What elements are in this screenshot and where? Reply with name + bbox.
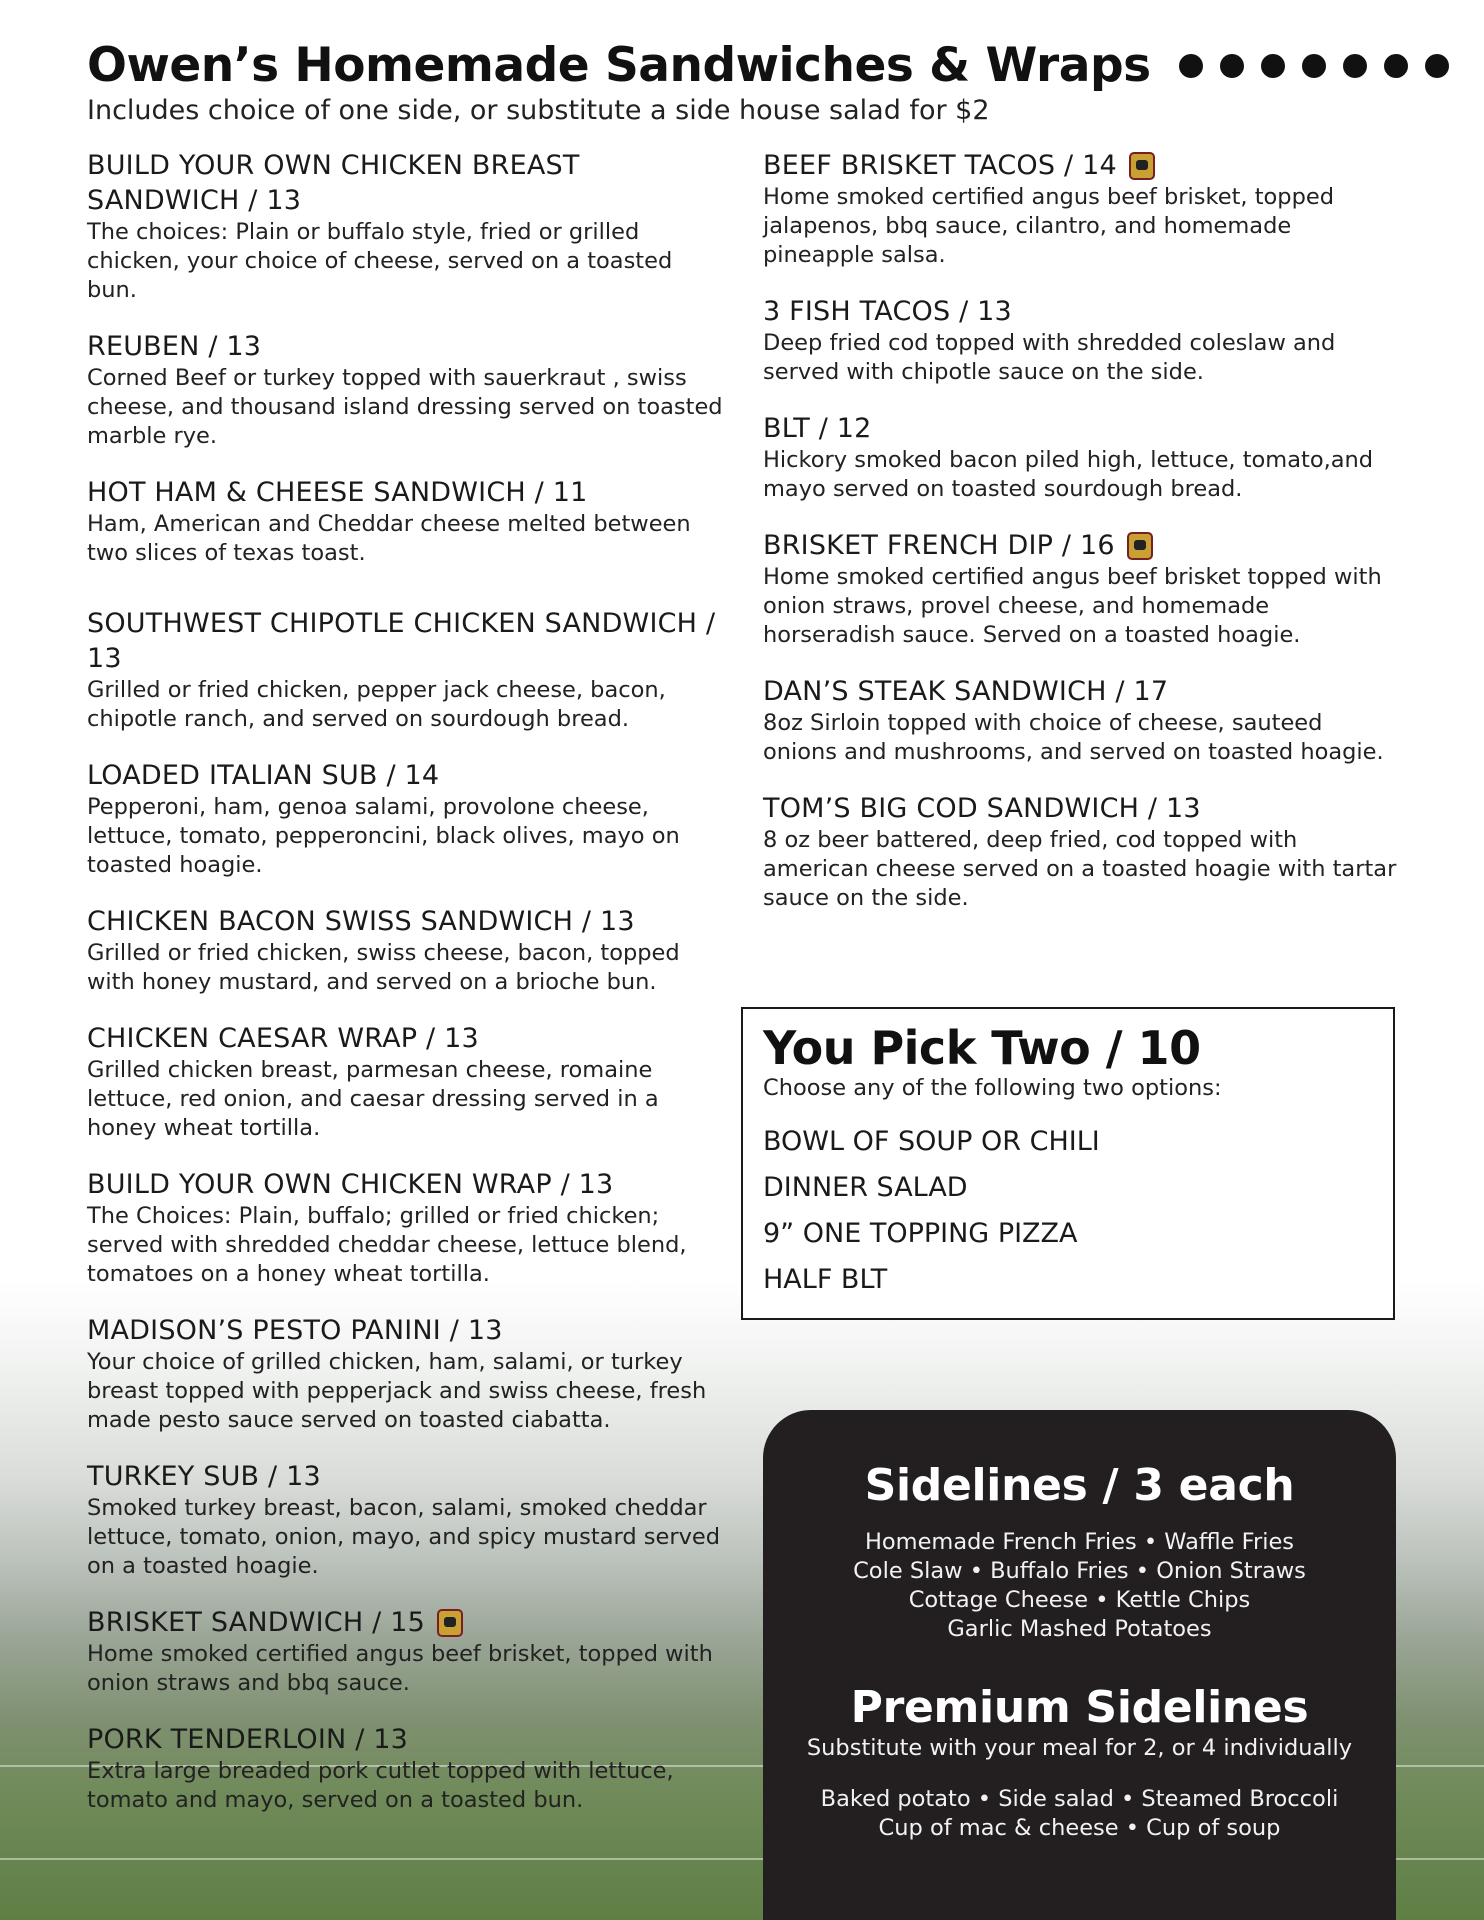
pick-two-box bbox=[741, 1007, 1395, 1320]
page-title-row bbox=[87, 38, 1484, 93]
page-subtitle: Includes choice of one side, or substitute a side house salad for $2 bbox=[87, 95, 990, 126]
item-name-text: TOM’S BIG COD SANDWICH / 13 bbox=[763, 793, 1201, 824]
dot-icon bbox=[1302, 54, 1326, 78]
right-menu-column bbox=[763, 148, 1403, 937]
dot-icon bbox=[1179, 54, 1203, 78]
item-name-text: SOUTHWEST CHIPOTLE CHICKEN SANDWICH / 13 bbox=[87, 608, 716, 674]
menu-item bbox=[763, 791, 1403, 913]
menu-item bbox=[763, 294, 1403, 387]
item-name-text: BRISKET FRENCH DIP / 16 bbox=[763, 530, 1115, 561]
sidelines-panel bbox=[763, 1410, 1396, 1920]
item-name-text: PORK TENDERLOIN / 13 bbox=[87, 1724, 409, 1755]
item-name bbox=[763, 674, 1403, 709]
premium-sidelines-line: Baked potato • Side salad • Steamed Broccoli bbox=[820, 1786, 1339, 1812]
item-name-text: HOT HAM & CHEESE SANDWICH / 11 bbox=[87, 477, 588, 508]
pick-two-option: BOWL OF SOUP OR CHILI bbox=[763, 1126, 1100, 1157]
pick-two-option: HALF BLT bbox=[763, 1264, 888, 1295]
item-name bbox=[763, 791, 1403, 826]
dot-icon bbox=[1343, 54, 1367, 78]
item-name bbox=[763, 294, 1403, 329]
item-description: Home smoked certified angus beef brisket, topped jalapenos, bbq sauce, cilantro, and homemade pineapple salsa. bbox=[763, 184, 1334, 268]
item-name-text: BLT / 12 bbox=[763, 413, 872, 444]
menu-item bbox=[87, 904, 727, 997]
item-description: The Choices: Plain, buffalo; grilled or fried chicken; served with shredded cheddar cheese, lettuce blend, tomatoes on a honey wheat tortilla. bbox=[87, 1203, 687, 1287]
item-name bbox=[87, 1605, 727, 1640]
menu-item bbox=[87, 1605, 727, 1698]
sidelines-line: Homemade French Fries • Waffle Fries bbox=[864, 1529, 1295, 1555]
menu-item bbox=[87, 1167, 727, 1289]
pick-two-subtitle: Choose any of the following two options: bbox=[763, 1075, 1222, 1101]
item-name bbox=[87, 904, 727, 939]
item-name-text: BUILD YOUR OWN CHICKEN BREAST SANDWICH / 13 bbox=[87, 150, 580, 216]
item-name bbox=[87, 1459, 727, 1494]
sidelines-line: Cole Slaw • Buffalo Fries • Onion Straws bbox=[853, 1558, 1306, 1584]
item-description: Grilled or fried chicken, swiss cheese, bacon, topped with honey mustard, and served on a brioche bun. bbox=[87, 940, 680, 995]
pick-two-title: You Pick Two / 10 bbox=[763, 1021, 1201, 1075]
item-name bbox=[87, 148, 727, 218]
decorative-dots bbox=[1179, 54, 1449, 78]
menu-item bbox=[87, 758, 727, 880]
item-description: The choices: Plain or buffalo style, fried or grilled chicken, your choice of cheese, served on a toasted bun. bbox=[87, 219, 673, 303]
left-menu-column bbox=[87, 148, 727, 1839]
menu-item bbox=[763, 674, 1403, 767]
item-description: Home smoked certified angus beef brisket topped with onion straws, provel cheese, and homemade horseradish sauce. Served on a toasted hoagie. bbox=[763, 564, 1382, 648]
item-name-text: LOADED ITALIAN SUB / 14 bbox=[87, 760, 440, 791]
item-description: Home smoked certified angus beef brisket, topped with onion straws and bbq sauce. bbox=[87, 1641, 713, 1696]
item-name bbox=[763, 528, 1403, 563]
item-description: Smoked turkey breast, bacon, salami, smoked cheddar lettuce, tomato, onion, mayo, and spicy mustard served on a toasted hoagie. bbox=[87, 1495, 721, 1579]
dot-icon bbox=[1261, 54, 1285, 78]
item-name bbox=[87, 758, 727, 793]
item-name bbox=[87, 606, 727, 676]
item-description: 8 oz beer battered, deep fried, cod topped with american cheese served on a toasted hoagie with tartar sauce on the side. bbox=[763, 827, 1397, 911]
item-description: 8oz Sirloin topped with choice of cheese, sauteed onions and mushrooms, and served on toasted hoagie. bbox=[763, 710, 1384, 765]
dot-icon bbox=[1384, 54, 1408, 78]
item-name bbox=[87, 1021, 727, 1056]
premium-sidelines-line: Cup of mac & cheese • Cup of soup bbox=[878, 1815, 1281, 1841]
page-title: Owen’s Homemade Sandwiches & Wraps bbox=[87, 38, 1151, 93]
certified-angus-beef-icon bbox=[1129, 152, 1155, 180]
premium-sidelines-subtitle: Substitute with your meal for 2, or 4 individually bbox=[806, 1735, 1353, 1761]
item-description: Corned Beef or turkey topped with sauerkraut , swiss cheese, and thousand island dressing served on toasted marble rye. bbox=[87, 365, 723, 449]
item-name-text: 3 FISH TACOS / 13 bbox=[763, 296, 1012, 327]
menu-item bbox=[87, 1722, 727, 1815]
menu-item bbox=[87, 475, 727, 568]
sidelines-line: Cottage Cheese • Kettle Chips bbox=[908, 1587, 1251, 1613]
menu-item bbox=[87, 148, 727, 305]
item-name-text: REUBEN / 13 bbox=[87, 331, 262, 362]
dot-icon bbox=[1220, 54, 1244, 78]
item-name bbox=[87, 1722, 727, 1757]
pick-two-option: DINNER SALAD bbox=[763, 1172, 968, 1203]
item-description: Your choice of grilled chicken, ham, salami, or turkey breast topped with pepperjack and swiss cheese, fresh made pesto sauce served on toasted ciabatta. bbox=[87, 1349, 707, 1433]
item-name bbox=[763, 148, 1403, 183]
item-name bbox=[87, 1167, 727, 1202]
sidelines-line: Garlic Mashed Potatoes bbox=[947, 1616, 1212, 1642]
premium-sidelines-title: Premium Sidelines bbox=[850, 1682, 1309, 1733]
menu-item bbox=[87, 1021, 727, 1143]
premium-sidelines-list bbox=[763, 1785, 1396, 1843]
item-description: Pepperoni, ham, genoa salami, provolone cheese, lettuce, tomato, pepperoncini, black olives, mayo on toasted hoagie. bbox=[87, 794, 680, 878]
item-name-text: CHICKEN BACON SWISS SANDWICH / 13 bbox=[87, 906, 635, 937]
certified-angus-beef-icon bbox=[1127, 532, 1153, 560]
menu-item bbox=[763, 411, 1403, 504]
item-name-text: BUILD YOUR OWN CHICKEN WRAP / 13 bbox=[87, 1169, 614, 1200]
item-name-text: CHICKEN CAESAR WRAP / 13 bbox=[87, 1023, 479, 1054]
sidelines-list bbox=[763, 1528, 1396, 1644]
menu-item bbox=[87, 1313, 727, 1435]
item-name-text: MADISON’S PESTO PANINI / 13 bbox=[87, 1315, 503, 1346]
menu-header bbox=[87, 38, 1484, 126]
item-description: Extra large breaded pork cutlet topped with lettuce, tomato and mayo, served on a toasted bun. bbox=[87, 1758, 674, 1813]
item-description: Deep fried cod topped with shredded coleslaw and served with chipotle sauce on the side. bbox=[763, 330, 1336, 385]
item-description: Grilled chicken breast, parmesan cheese, romaine lettuce, red onion, and caesar dressing served in a honey wheat tortilla. bbox=[87, 1057, 659, 1141]
pick-two-options bbox=[763, 1119, 1373, 1303]
pick-two-option: 9” ONE TOPPING PIZZA bbox=[763, 1218, 1078, 1249]
menu-item bbox=[763, 148, 1403, 270]
item-name-text: TURKEY SUB / 13 bbox=[87, 1461, 321, 1492]
item-name-text: DAN’S STEAK SANDWICH / 17 bbox=[763, 676, 1169, 707]
menu-item bbox=[87, 606, 727, 734]
sidelines-title: Sidelines / 3 each bbox=[864, 1460, 1295, 1511]
item-description: Grilled or fried chicken, pepper jack cheese, bacon, chipotle ranch, and served on sourdough bread. bbox=[87, 677, 666, 732]
menu-item bbox=[763, 528, 1403, 650]
item-name bbox=[763, 411, 1403, 446]
item-name-text: BRISKET SANDWICH / 15 bbox=[87, 1607, 425, 1638]
dot-icon bbox=[1425, 54, 1449, 78]
item-name-text: BEEF BRISKET TACOS / 14 bbox=[763, 150, 1117, 181]
item-name bbox=[87, 1313, 727, 1348]
menu-item bbox=[87, 1459, 727, 1581]
item-name bbox=[87, 329, 727, 364]
menu-item bbox=[87, 329, 727, 451]
item-name bbox=[87, 475, 727, 510]
item-description: Ham, American and Cheddar cheese melted between two slices of texas toast. bbox=[87, 511, 691, 566]
item-description: Hickory smoked bacon piled high, lettuce, tomato,and mayo served on toasted sourdough bread. bbox=[763, 447, 1374, 502]
certified-angus-beef-icon bbox=[437, 1609, 463, 1637]
